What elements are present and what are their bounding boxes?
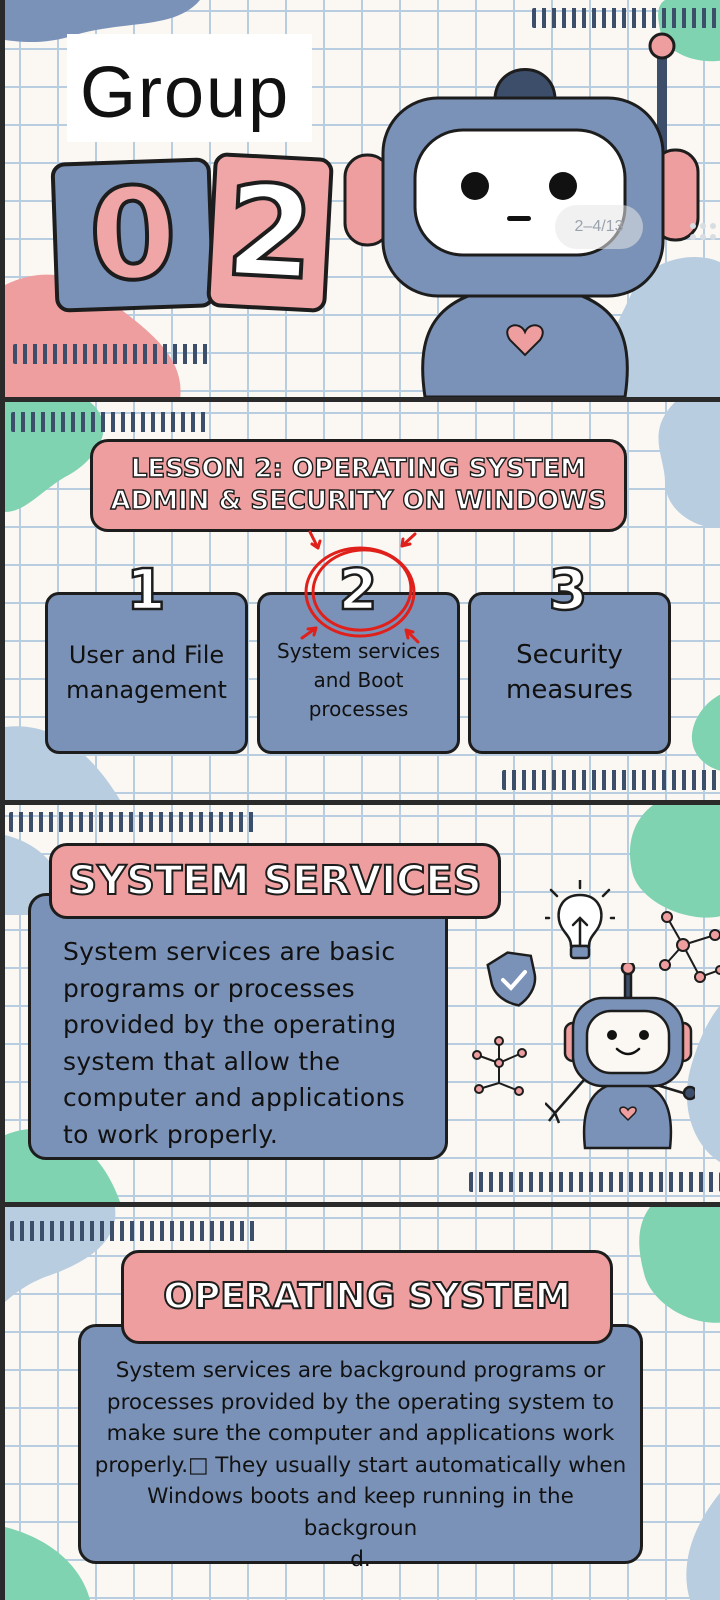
body-line: make sure the computer and applications work xyxy=(106,1421,615,1446)
body-line: processes provided by the operating system to xyxy=(106,1389,615,1415)
decor-ticks xyxy=(469,1172,720,1192)
body-line: properly.□ They usually start automatically when xyxy=(94,1452,627,1478)
body-line: backgroun xyxy=(303,1515,418,1541)
network-nodes-icon xyxy=(467,1033,532,1098)
lesson-title-line: LESSON 2: OPERATING SYSTEM xyxy=(130,454,587,485)
body-line: Windows boots and keep running in the xyxy=(147,1484,574,1509)
slide-operating-system[interactable] xyxy=(5,1207,720,1600)
page-indicator: 2–4/13 xyxy=(555,205,643,249)
decor-ticks xyxy=(502,770,720,790)
topic-number: 1 xyxy=(126,558,166,623)
decor-ticks xyxy=(532,8,720,28)
decor-blob-lightblue xyxy=(675,1487,720,1600)
shield-check-icon xyxy=(483,948,543,1008)
body-line: programs or processes xyxy=(63,973,355,1003)
slide-lesson-overview[interactable] xyxy=(5,402,720,800)
topic-label-line: and Boot xyxy=(313,667,404,692)
topic-label-line: measures xyxy=(506,675,633,705)
operating-system-title-banner xyxy=(121,1250,613,1344)
topic-label-line: processes xyxy=(308,696,409,721)
body-line: System services are basic xyxy=(63,937,396,966)
decor-blob-mint xyxy=(685,692,720,772)
lesson-title-banner xyxy=(90,439,627,532)
body-line: system that allow the xyxy=(63,1046,341,1076)
topic-number: 2 xyxy=(338,558,378,623)
slide-system-services[interactable] xyxy=(5,805,720,1202)
decor-blob-lightblue xyxy=(645,402,720,532)
body-line: provided by the operating xyxy=(63,1010,397,1039)
services-definition-panel xyxy=(28,893,448,1160)
body-line: to work properly. xyxy=(63,1119,279,1149)
decor-ticks xyxy=(13,344,213,364)
decor-ticks xyxy=(9,812,255,832)
lightbulb-icon xyxy=(545,880,615,975)
slide-title: SYSTEM SERVICES xyxy=(68,858,482,904)
body-line: System services are background programs or xyxy=(115,1358,606,1383)
topic-label-line: User and File xyxy=(68,641,225,670)
digit-card-0 xyxy=(50,157,215,312)
system-services-title-banner xyxy=(49,843,501,919)
body-line: d. xyxy=(350,1547,371,1572)
digit-text: 0 xyxy=(86,159,180,310)
operating-system-text-panel xyxy=(78,1324,643,1572)
body-line: computer and applications xyxy=(63,1083,405,1112)
topic-label-line: System services xyxy=(277,638,440,663)
lesson-title-line: ADMIN & SECURITY ON WINDOWS xyxy=(110,485,607,516)
digit-text: 2 xyxy=(222,156,318,308)
topic-number: 3 xyxy=(548,558,588,623)
robot-waving-illustration xyxy=(545,963,695,1158)
digit-card-2 xyxy=(206,152,334,313)
slide-title: OPERATING SYSTEM xyxy=(163,1276,571,1318)
decor-ticks xyxy=(11,412,211,432)
topic-label-line: Security xyxy=(516,639,623,670)
drag-handle-icon[interactable] xyxy=(689,222,719,242)
decor-blob-mint xyxy=(620,1207,720,1327)
group-title: Group xyxy=(80,53,291,133)
decor-ticks xyxy=(10,1221,258,1241)
red-circle-annotation xyxy=(290,530,430,650)
topic-label-line: management xyxy=(66,676,227,704)
slide-group-02[interactable] xyxy=(5,0,720,397)
robot-illustration xyxy=(335,30,720,397)
